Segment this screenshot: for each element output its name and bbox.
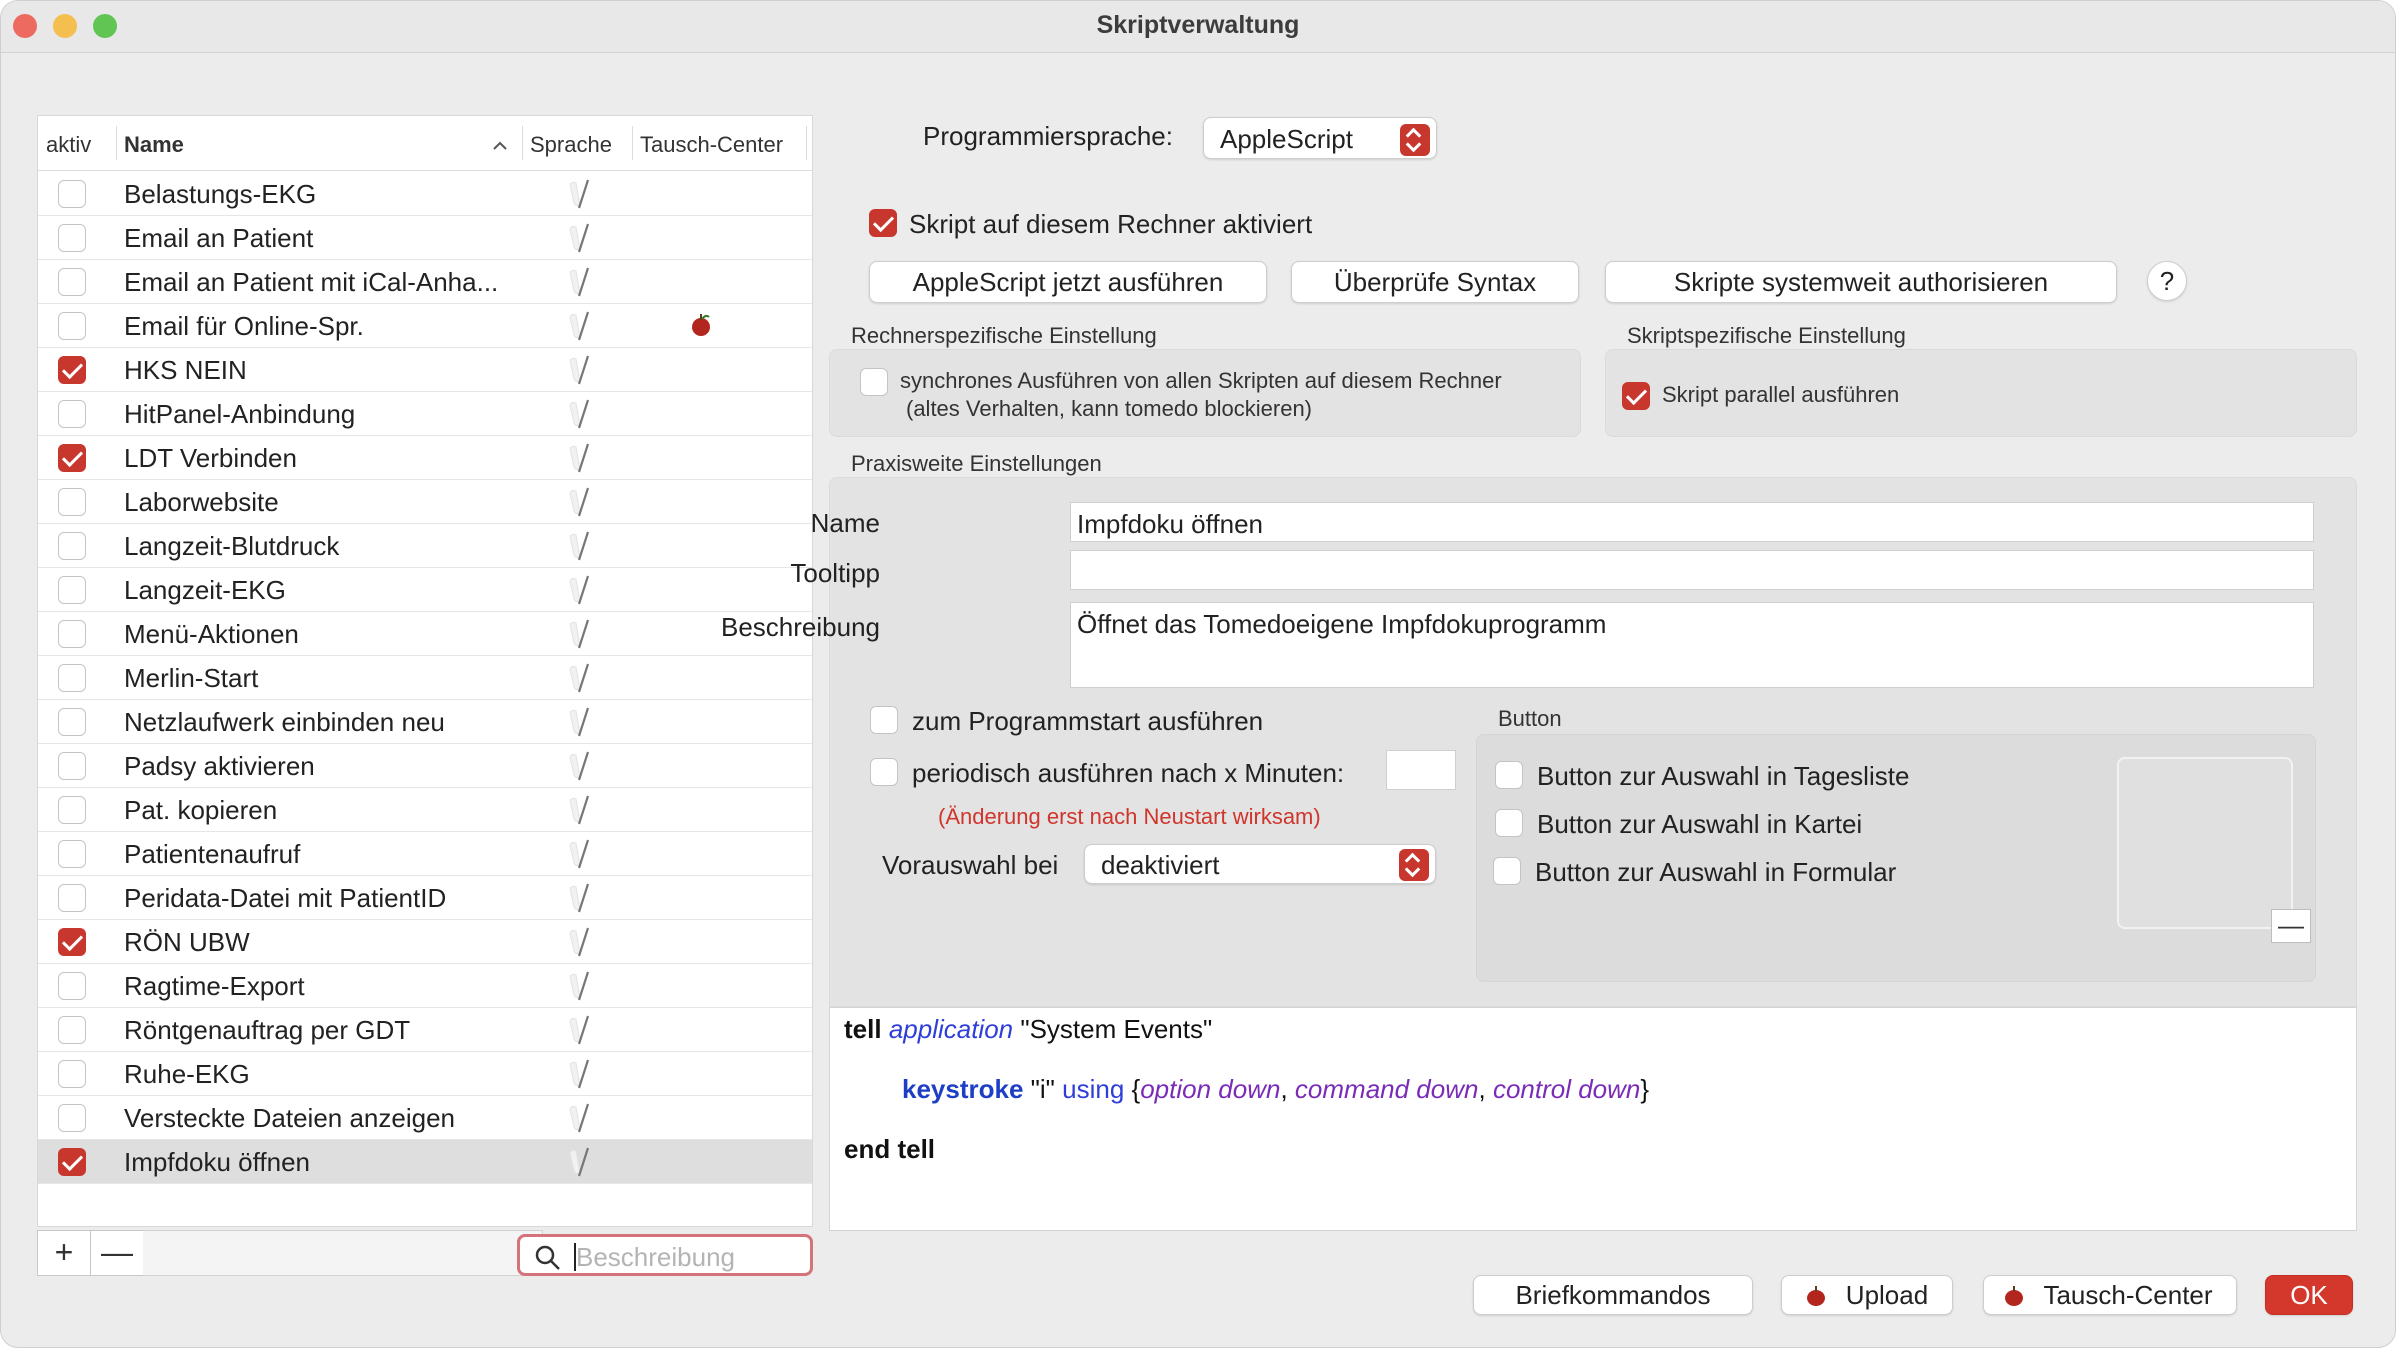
code-brace-open: { [1131, 1074, 1141, 1104]
script-language-icon [566, 969, 596, 1003]
row-active-checkbox[interactable] [58, 180, 86, 208]
script-language-icon [566, 309, 596, 343]
table-row[interactable] [38, 964, 812, 1008]
row-name: Merlin-Start [124, 663, 259, 693]
row-name: Patientenaufruf [124, 839, 301, 869]
code-string-i: "i" [1030, 1074, 1055, 1104]
script-language-icon [566, 441, 596, 475]
row-name: RÖN UBW [124, 927, 250, 957]
row-active-checkbox[interactable] [58, 620, 86, 648]
row-name: Netzlaufwerk einbinden neu [124, 707, 445, 737]
table-row[interactable] [38, 832, 812, 876]
button-section-title: Button [1498, 706, 1562, 731]
periodic-checkbox[interactable] [870, 758, 898, 786]
tooltip-label: Tooltipp [790, 558, 880, 588]
code-brace-close: } [1640, 1074, 1650, 1104]
table-row[interactable] [38, 876, 812, 920]
row-active-checkbox[interactable] [58, 928, 86, 956]
script-language-icon [566, 925, 596, 959]
title-bar [1, 1, 2395, 53]
description-field[interactable] [1070, 602, 2314, 688]
remove-image-button[interactable]: — [2271, 909, 2311, 943]
window-title: Skriptverwaltung [1096, 11, 1300, 39]
row-name: Menü-Aktionen [124, 619, 299, 649]
sync-label-line1: synchrones Ausführen von allen Skripten auf diesem Rechner [900, 368, 1502, 393]
table-row[interactable] [38, 920, 812, 964]
name-field[interactable] [1070, 502, 2314, 542]
periodic-label: periodisch ausführen nach x Minuten: [912, 758, 1345, 788]
column-header-language[interactable]: Sprache [530, 132, 612, 157]
code-string-system-events: "System Events" [1020, 1014, 1213, 1044]
row-name: Padsy aktivieren [124, 751, 315, 781]
row-name: Röntgenauftrag per GDT [124, 1015, 411, 1045]
table-row[interactable] [38, 1008, 812, 1052]
computer-section-title: Rechnerspezifische Einstellung [851, 323, 1157, 348]
row-name: Laborwebsite [124, 487, 279, 517]
tooltip-field[interactable] [1070, 550, 2314, 590]
script-language-icon [566, 353, 596, 387]
button-form-label: Button zur Auswahl in Formular [1535, 857, 1897, 887]
search-field[interactable] [517, 1234, 813, 1276]
row-name: Peridata-Datei mit PatientID [124, 883, 447, 913]
script-language-icon [566, 749, 596, 783]
row-active-checkbox[interactable] [58, 1060, 86, 1088]
row-active-checkbox[interactable] [58, 576, 86, 604]
parallel-checkbox[interactable] [1622, 382, 1650, 410]
table-header [38, 116, 812, 171]
sort-ascending-icon [492, 140, 508, 150]
button-file-checkbox[interactable] [1495, 809, 1523, 837]
script-language-icon [566, 617, 596, 651]
row-name: Belastungs-EKG [124, 179, 317, 209]
tausch-center-apple-icon [690, 313, 712, 337]
help-button[interactable]: ? [2147, 261, 2187, 301]
table-row[interactable] [38, 304, 812, 348]
button-day-checkbox[interactable] [1495, 761, 1523, 789]
row-active-checkbox[interactable] [58, 752, 86, 780]
script-language-icon [566, 793, 596, 827]
code-editor[interactable] [829, 1007, 2357, 1231]
tomedo-apple-icon [2004, 1285, 2024, 1307]
table-row[interactable] [38, 568, 812, 612]
table-row[interactable] [38, 788, 812, 832]
script-language-icon [566, 1013, 596, 1047]
practice-settings-box [721, 477, 2357, 1007]
table-row[interactable] [38, 700, 812, 744]
row-active-checkbox[interactable] [58, 488, 86, 516]
row-active-checkbox[interactable] [58, 796, 86, 824]
restart-note: (Änderung erst nach Neustart wirksam) [938, 804, 1321, 829]
practice-section-title: Praxisweite Einstellungen [851, 451, 1102, 476]
button-day-label: Button zur Auswahl in Tagesliste [1537, 761, 1910, 791]
row-active-checkbox[interactable] [58, 972, 86, 1000]
table-row[interactable] [38, 260, 812, 304]
script-language-icon [566, 837, 596, 871]
exchange-center-label: Tausch-Center [2043, 1280, 2213, 1310]
script-language-icon [566, 485, 596, 519]
script-section-title: Skriptspezifische Einstellung [1627, 323, 1906, 348]
script-language-icon [566, 1145, 596, 1179]
search-icon [534, 1244, 562, 1272]
row-name: LDT Verbinden [124, 443, 297, 473]
column-header-name[interactable]: Name [124, 132, 184, 157]
row-active-checkbox[interactable] [58, 532, 86, 560]
row-name: Pat. kopieren [124, 795, 278, 825]
code-command-keystroke: keystroke [902, 1074, 1024, 1104]
script-language-icon [566, 221, 596, 255]
row-active-checkbox[interactable] [58, 400, 86, 428]
row-active-checkbox[interactable] [58, 840, 86, 868]
script-table [37, 115, 813, 1227]
letter-commands-button[interactable]: Briefkommandos [1473, 1275, 1753, 1315]
popup-stepper-icon [1399, 849, 1429, 881]
remove-script-button[interactable]: — [90, 1230, 144, 1276]
code-line-1 [844, 1014, 1212, 1045]
row-active-checkbox[interactable] [58, 1148, 86, 1176]
authorize-scripts-button[interactable]: Skripte systemweit authorisieren [1605, 261, 2117, 303]
table-body [38, 172, 812, 1184]
code-keyword-tell: tell [844, 1014, 882, 1044]
script-language-icon [566, 1101, 596, 1135]
upload-label: Upload [1845, 1280, 1929, 1310]
code-keyword-using: using [1062, 1074, 1125, 1104]
startup-checkbox[interactable] [870, 706, 898, 734]
code-comma-2: , [1478, 1074, 1486, 1104]
script-language-icon [566, 397, 596, 431]
parallel-label: Skript parallel ausführen [1662, 382, 1900, 407]
table-row[interactable] [38, 348, 812, 392]
row-active-checkbox[interactable] [58, 708, 86, 736]
run-script-button[interactable]: AppleScript jetzt ausführen [869, 261, 1267, 303]
sync-checkbox[interactable] [860, 368, 888, 396]
script-language-icon [566, 265, 596, 299]
row-active-checkbox[interactable] [58, 444, 86, 472]
table-row[interactable] [38, 172, 812, 216]
row-active-checkbox[interactable] [58, 664, 86, 692]
description-value: Öffnet das Tomedoeigene Impfdokuprogramm [1077, 609, 1607, 639]
table-row[interactable] [38, 744, 812, 788]
language-label: Programmiersprache: [923, 121, 1173, 151]
activated-checkbox[interactable] [869, 209, 897, 237]
row-name: Langzeit-Blutdruck [124, 531, 340, 561]
search-placeholder: Beschreibung [576, 1242, 735, 1272]
button-file-label: Button zur Auswahl in Kartei [1537, 809, 1863, 839]
script-language-icon [566, 661, 596, 695]
row-name: Langzeit-EKG [124, 575, 286, 605]
script-language-icon [566, 573, 596, 607]
name-label: Name [810, 508, 880, 538]
row-name: Email für Online-Spr. [124, 311, 364, 341]
table-row[interactable] [38, 480, 812, 524]
script-language-icon [566, 177, 596, 211]
row-active-checkbox[interactable] [58, 356, 86, 384]
button-image-well[interactable] [2117, 757, 2293, 929]
popup-stepper-icon [1400, 124, 1430, 156]
script-language-icon [566, 705, 596, 739]
add-script-button[interactable]: + [37, 1230, 91, 1276]
row-name: Email an Patient [124, 223, 314, 253]
startup-label: zum Programmstart ausführen [912, 706, 1264, 736]
table-row[interactable] [38, 216, 812, 260]
column-header-active[interactable]: aktiv [46, 132, 92, 157]
row-name: Ruhe-EKG [124, 1059, 250, 1089]
row-active-checkbox[interactable] [58, 1104, 86, 1132]
language-popup[interactable] [1203, 117, 1437, 159]
row-name: HKS NEIN [124, 355, 247, 385]
table-row[interactable] [38, 524, 812, 568]
column-header-exchange[interactable]: Tausch-Center [640, 132, 784, 157]
language-value: AppleScript [1220, 124, 1353, 154]
row-active-checkbox[interactable] [58, 312, 86, 340]
computer-settings-box [829, 349, 1581, 437]
table-row[interactable] [38, 1052, 812, 1096]
name-value: Impfdoku öffnen [1077, 509, 1263, 539]
code-comma-1: , [1280, 1074, 1288, 1104]
sync-label-line2: (altes Verhalten, kann tomedo blockieren) [906, 396, 1313, 421]
row-active-checkbox[interactable] [58, 884, 86, 912]
code-line-2 [902, 1074, 1649, 1105]
row-active-checkbox[interactable] [58, 1016, 86, 1044]
script-language-icon [566, 1057, 596, 1091]
button-settings-box [1476, 734, 2316, 982]
script-language-icon [566, 529, 596, 563]
table-row[interactable] [38, 612, 812, 656]
exchange-center-button[interactable] [1983, 1275, 2237, 1315]
ok-button[interactable]: OK [2265, 1275, 2353, 1315]
button-form-checkbox[interactable] [1493, 857, 1521, 885]
code-class-application: application [888, 1014, 1014, 1044]
activated-label: Skript auf diesem Rechner aktiviert [909, 209, 1313, 239]
tomedo-apple-icon [1806, 1285, 1826, 1307]
script-settings-box [1605, 349, 2357, 437]
table-row[interactable] [38, 1096, 812, 1140]
table-row[interactable] [38, 656, 812, 700]
preselect-label: Vorauswahl bei [882, 850, 1059, 880]
periodic-minutes-field[interactable] [1386, 750, 1456, 790]
preselect-popup[interactable] [1084, 844, 1436, 884]
code-modifier-command: command down [1294, 1074, 1479, 1104]
row-name: Email an Patient mit iCal-Anha... [124, 267, 499, 297]
table-row[interactable] [38, 392, 812, 436]
code-modifier-option: option down [1140, 1074, 1281, 1104]
code-modifier-control: control down [1492, 1074, 1641, 1104]
row-name: HitPanel-Anbindung [124, 399, 356, 429]
script-language-icon [566, 881, 596, 915]
row-name: Ragtime-Export [124, 971, 305, 1001]
row-name: Versteckte Dateien anzeigen [124, 1103, 455, 1133]
row-active-checkbox[interactable] [58, 268, 86, 296]
preselect-value: deaktiviert [1101, 850, 1220, 880]
check-syntax-button[interactable]: Überprüfe Syntax [1291, 261, 1579, 303]
table-row[interactable] [38, 436, 812, 480]
code-line-3: end tell [844, 1134, 936, 1164]
upload-button[interactable] [1781, 1275, 1953, 1315]
row-active-checkbox[interactable] [58, 224, 86, 252]
description-label: Beschreibung [721, 612, 880, 642]
table-row[interactable] [38, 1140, 812, 1184]
row-name: Impfdoku öffnen [124, 1147, 310, 1177]
